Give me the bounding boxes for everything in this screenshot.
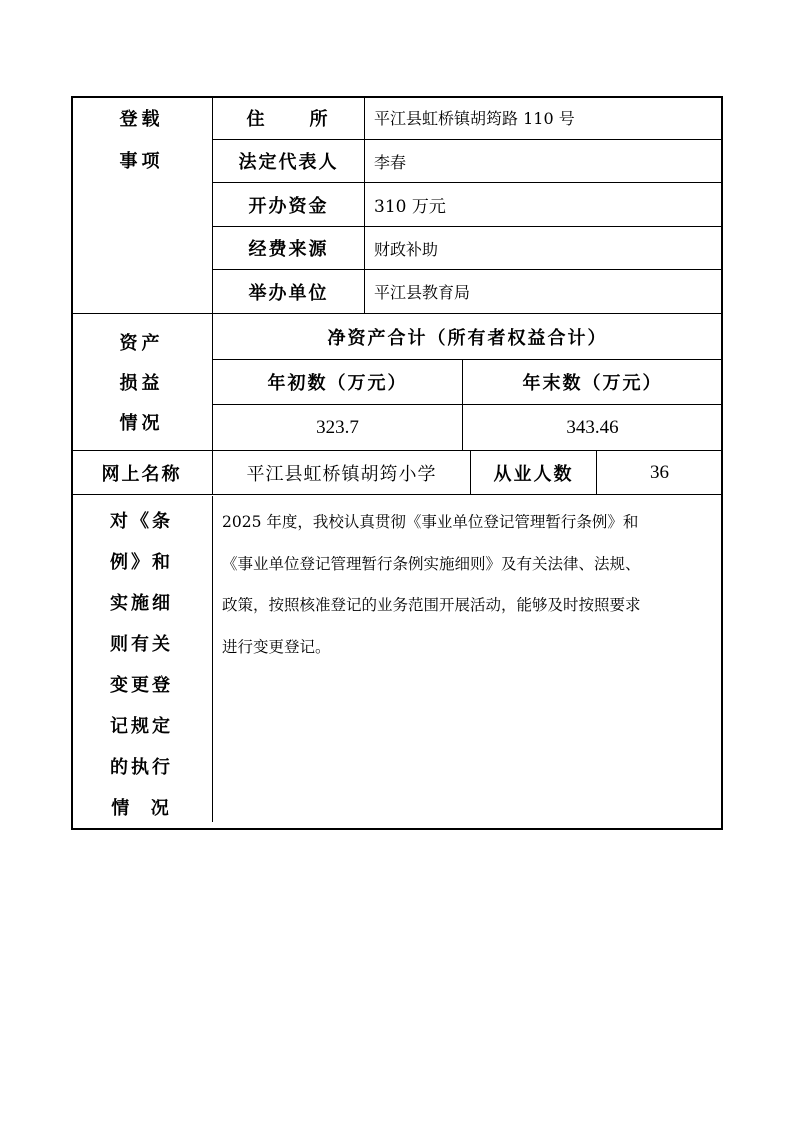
begin-year-value: 323.7 xyxy=(213,405,463,451)
compliance-label-line: 记规定 xyxy=(110,716,173,737)
sponsor-value: 平江县教育局 xyxy=(365,270,723,314)
compliance-label-line: 变更登 xyxy=(110,675,173,696)
staff-count-label: 从业人数 xyxy=(471,451,597,495)
capital-value: 310 万元 xyxy=(365,183,723,227)
legal-representative-label: 法定代表人 xyxy=(213,140,365,183)
funding-source-value: 财政补助 xyxy=(365,227,723,270)
begin-year-label: 年初数（万元） xyxy=(213,360,463,405)
assets-label-line1: 资产 xyxy=(119,333,164,354)
assets-label-line2: 损益 xyxy=(119,373,164,394)
compliance-label-line: 则有关 xyxy=(110,634,173,655)
compliance-label-line: 的执行 xyxy=(110,757,173,778)
compliance-text-line: 政策，按照核准登记的业务范围开展活动，能够及时按照要求 xyxy=(222,596,641,614)
annual-report-table xyxy=(71,96,723,830)
compliance-label-line: 情 况 xyxy=(111,798,172,819)
address-label: 住 所 xyxy=(213,96,365,140)
funding-source-label: 经费来源 xyxy=(213,227,365,270)
net-assets-header: 净资产合计（所有者权益合计） xyxy=(213,314,723,360)
compliance-text xyxy=(213,496,717,668)
assets-label-line3: 情况 xyxy=(119,413,164,434)
end-year-value: 343.46 xyxy=(463,405,723,451)
online-name-value: 平江县虹桥镇胡筠小学 xyxy=(213,451,471,495)
staff-count-value: 36 xyxy=(597,451,723,495)
compliance-text-line: 《事业单位登记管理暂行条例实施细则》及有关法律、法规、 xyxy=(222,554,641,573)
capital-label: 开办资金 xyxy=(213,183,365,227)
compliance-label-line: 对《条 xyxy=(110,511,173,532)
online-name-label: 网上名称 xyxy=(71,451,213,495)
compliance-label-line: 实施细 xyxy=(110,593,173,614)
legal-representative-value: 李春 xyxy=(365,140,723,183)
registration-label-line2: 事项 xyxy=(119,151,164,172)
registration-section-label xyxy=(71,96,213,314)
registration-label-line1: 登载 xyxy=(119,109,164,130)
compliance-text-line: 进行变更登记。 xyxy=(222,637,331,656)
compliance-section-label xyxy=(71,496,213,822)
compliance-label-line: 例》和 xyxy=(110,552,173,573)
sponsor-label: 举办单位 xyxy=(213,270,365,314)
assets-section-label xyxy=(71,314,213,451)
address-value: 平江县虹桥镇胡筠路 110 号 xyxy=(365,96,723,140)
compliance-text-line: 2025 年度，我校认真贯彻《事业单位登记管理暂行条例》和 xyxy=(222,513,639,531)
end-year-label: 年末数（万元） xyxy=(463,360,723,405)
